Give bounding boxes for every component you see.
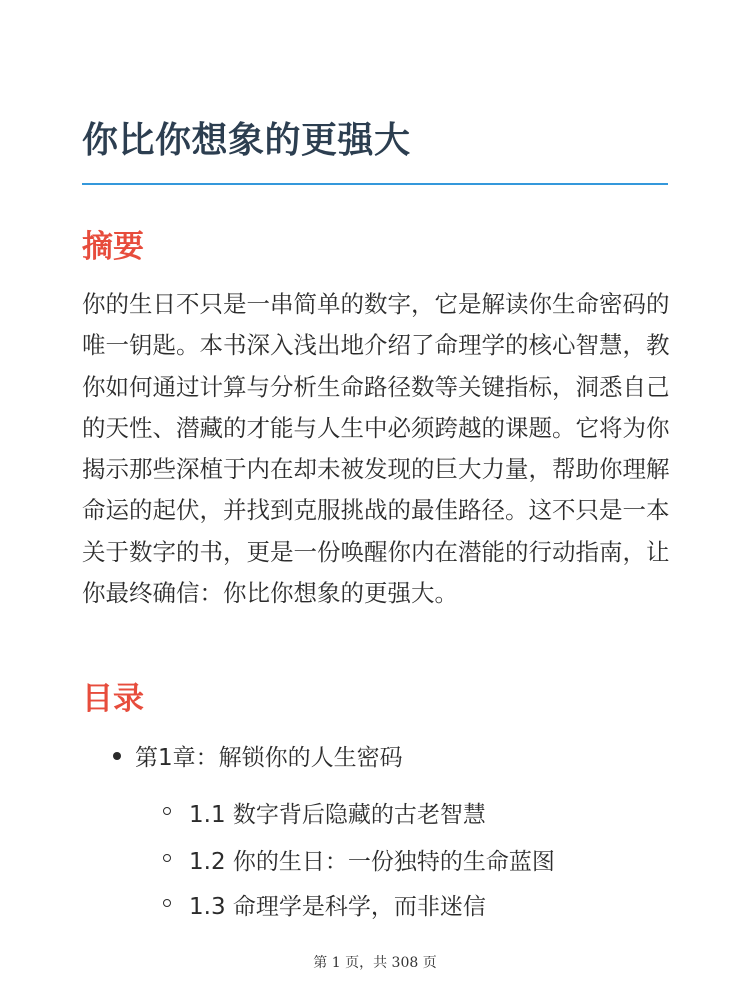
- title-divider: [82, 183, 668, 185]
- page-number-footer: 第 1 页，共 308 页: [313, 955, 437, 971]
- toc-section-item: 1.1 数字背后隐藏的古老智慧: [189, 802, 486, 828]
- page-title: 你比你想象的更强大: [82, 120, 411, 161]
- bullet-circle-icon: [163, 807, 171, 815]
- bullet-disc-icon: [113, 752, 121, 760]
- toc-section-item: 1.3 命理学是科学，而非迷信: [189, 894, 486, 920]
- summary-heading: 摘要: [82, 229, 144, 265]
- bullet-circle-icon: [163, 899, 171, 907]
- toc-heading: 目录: [82, 681, 144, 717]
- toc-chapter-item: 第1章：解锁你的人生密码: [135, 745, 403, 771]
- toc-section-item: 1.2 你的生日：一份独特的生命蓝图: [189, 849, 555, 875]
- bullet-circle-icon: [163, 854, 171, 862]
- summary-paragraph: 你的生日不只是一串简单的数字，它是解读你生命密码的唯一钥匙。本书深入浅出地介绍了命理学的核心智慧，教你如何通过计算与分析生命路径数等关键指标，洞悉自己的天性、潜藏的才能与人生中必须跨越的课题。它将为你揭示那些深植于内在却未被发现的巨大力量，帮助你理解命运的起伏，并找到克服挑战的最佳路径。这不只是一本关于数字的书，更是一份唤醒你内在潜能的行动指南，让你最终确信：你比你想象的更强大。: [82, 290, 670, 608]
